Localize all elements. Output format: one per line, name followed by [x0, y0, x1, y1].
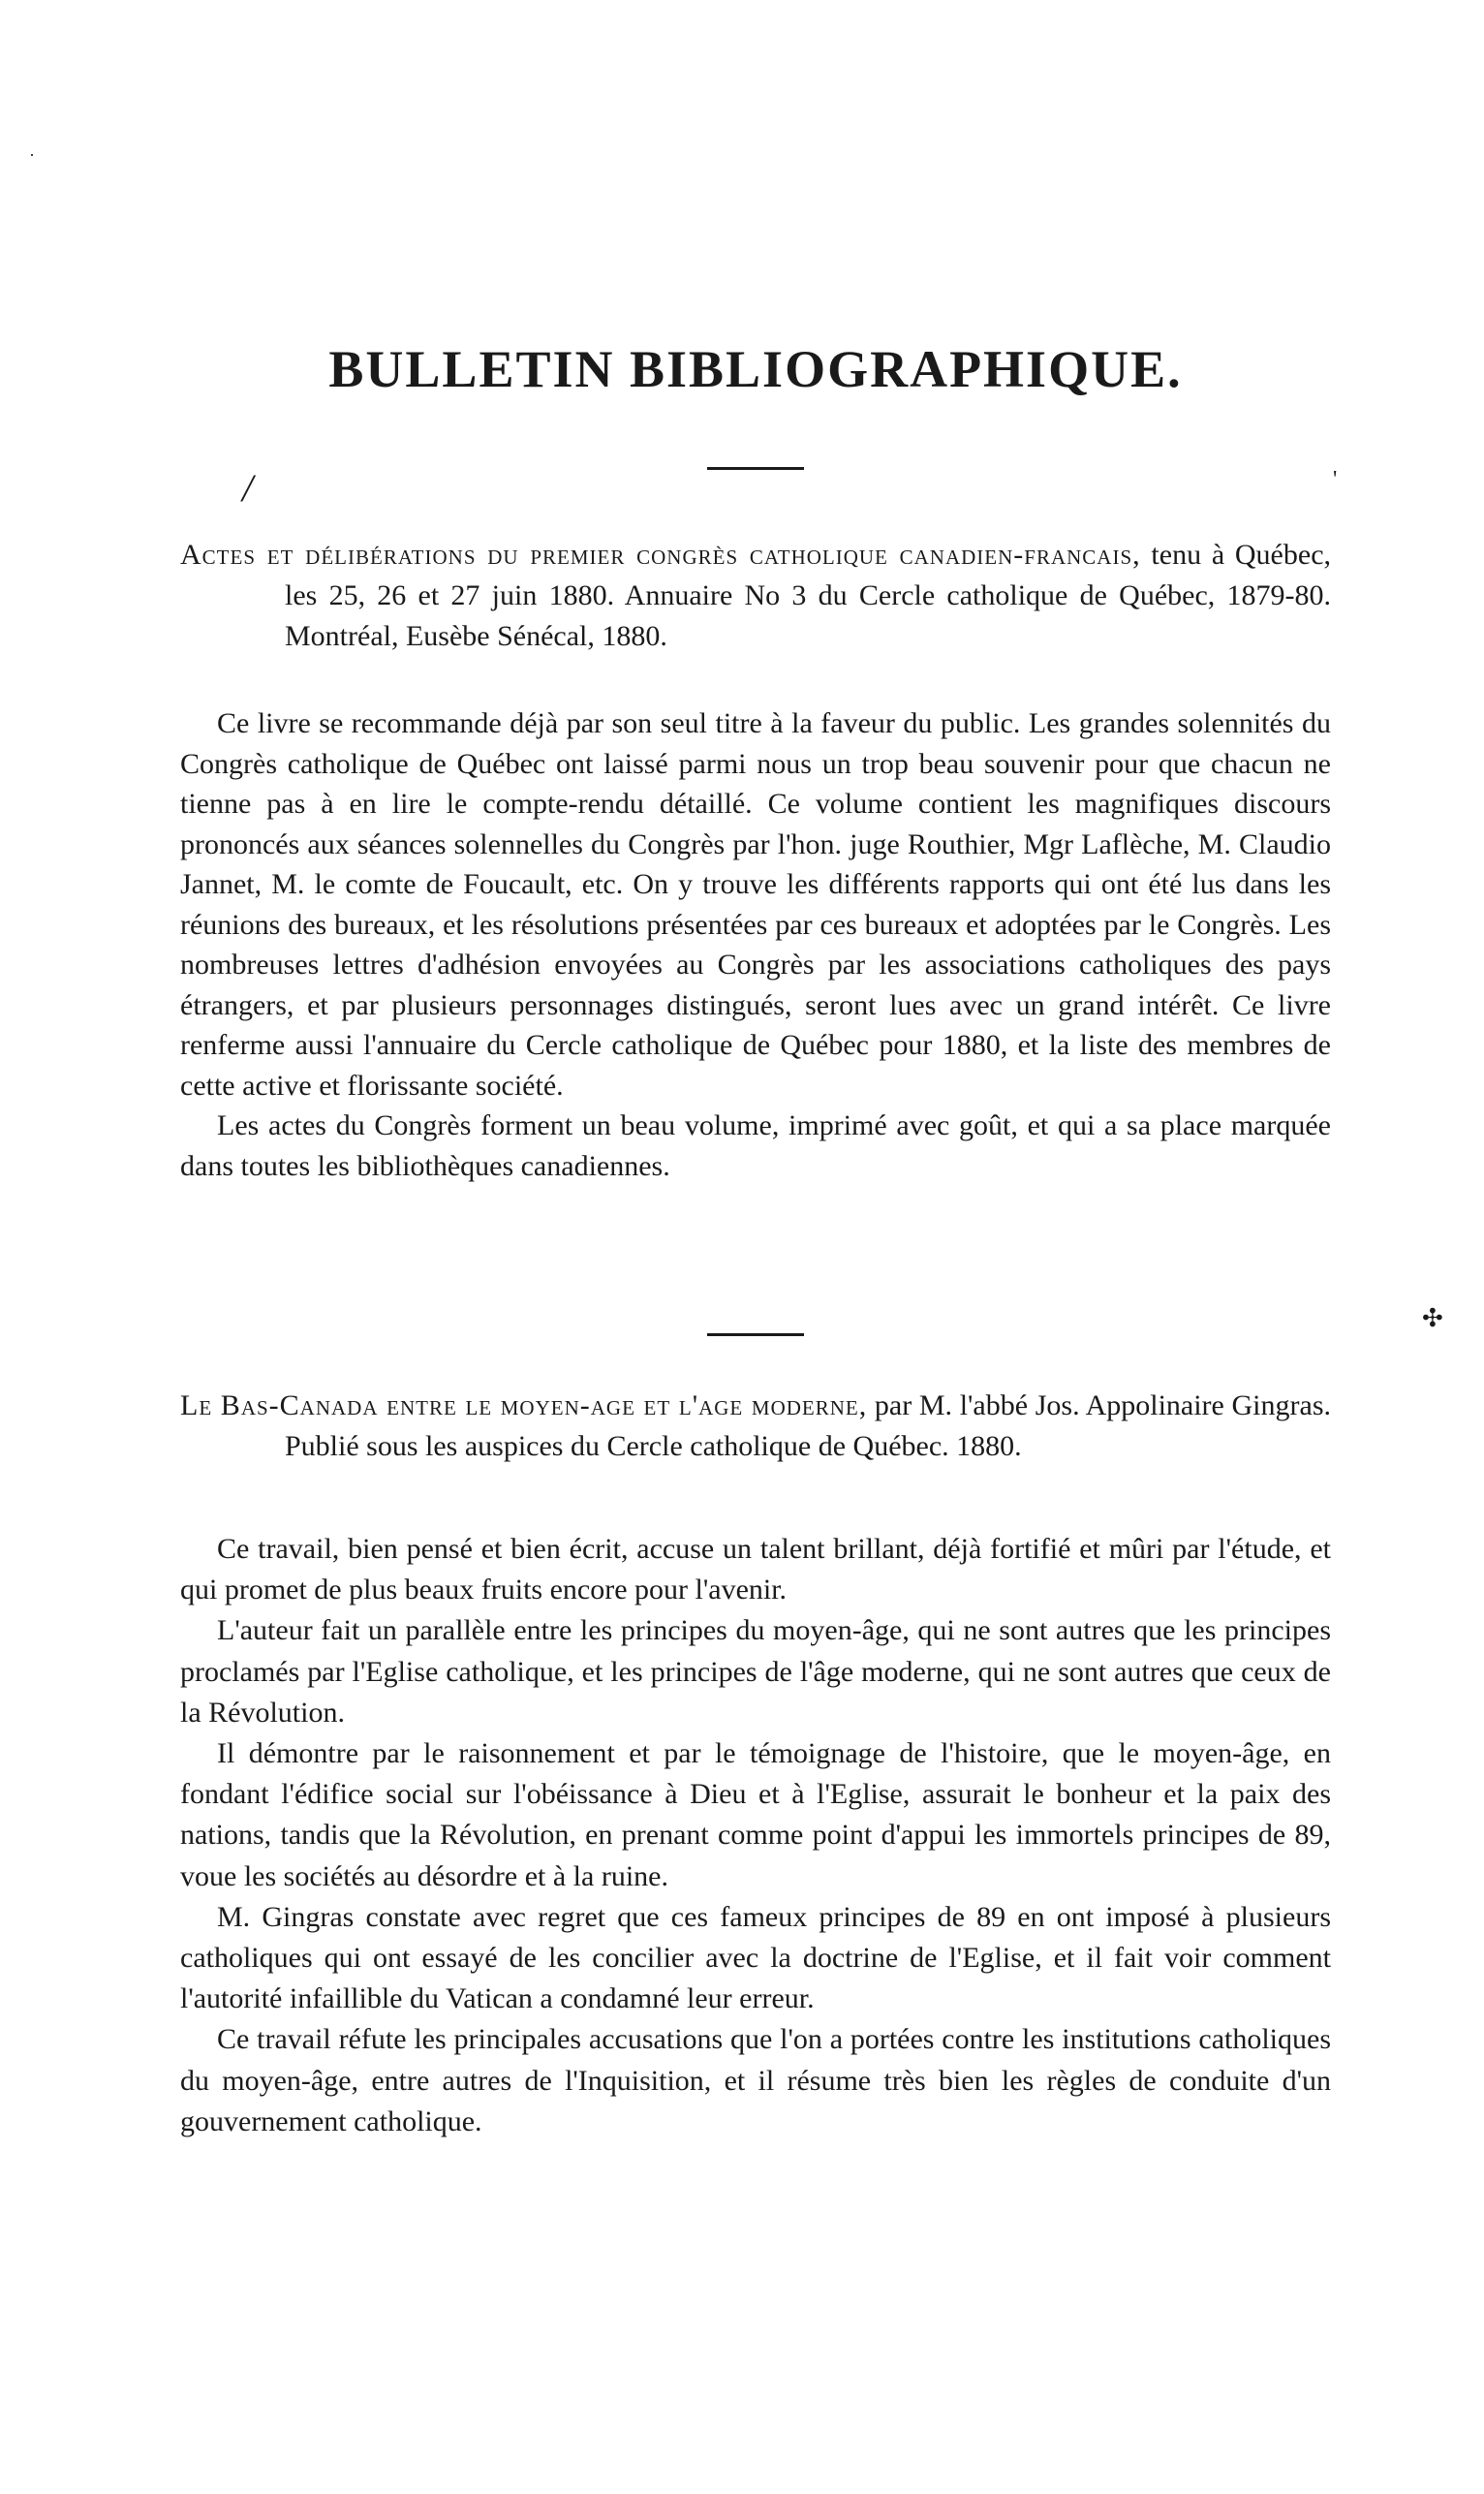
- entry-review: [180, 703, 1331, 1186]
- stray-mark: ·: [29, 145, 35, 165]
- entry-citation: [180, 535, 1331, 657]
- page-title: BULLETIN BIBLIOGRAPHIQUE.: [328, 340, 1183, 398]
- citation-details: par M. l'abbé Jos. Appolinaire Gingras. Publié sous les auspices du Cercle catholique de Québec. 1880.: [285, 1389, 1331, 1462]
- section-divider: [707, 1333, 804, 1336]
- citation-title: Le Bas-Canada entre le moyen-age et l'age moderne,: [180, 1389, 868, 1421]
- document-page: [180, 0, 1331, 2494]
- entry-citation: [180, 1386, 1331, 1467]
- citation-details: tenu à Québec, les 25, 26 et 27 juin 1880. Annuaire No 3 du Cercle catholique de Québec, 1879-80. Montréal, Eusèbe Sénécal, 1880.: [285, 539, 1332, 652]
- entry-review: [180, 1529, 1331, 2142]
- stray-mark: /: [242, 466, 254, 510]
- bibliography-entry: [180, 1386, 1331, 2142]
- review-paragraph: Ce travail, bien pensé et bien écrit, accuse un talent brillant, déjà fortifié et mûri par l'étude, et qui promet de plus beaux fruits encore pour l'avenir.: [180, 1533, 1331, 1606]
- review-paragraph: L'auteur fait un parallèle entre les principes du moyen-âge, qui ne sont autres que les principes proclamés par l'Eglise catholique, et les principes de l'âge moderne, qui ne sont autres que ceux de la Révolution.: [180, 1614, 1331, 1729]
- stray-mark: ': [1333, 467, 1338, 492]
- review-paragraph: Ce livre se recommande déjà par son seul titre à la faveur du public. Les grandes solennités du Congrès catholique de Québec ont laissé parmi nous un trop beau souvenir pour que chacun ne tienne pas à en lire le compte-rendu détaillé. Ce volume contient les magnifiques discours prononcés aux séances solennelles du Congrès par l'hon. juge Routhier, Mgr Laflèche, M. Claudio Jannet, M. le comte de Foucault, etc. On y trouve les différents rapports qui ont été lus dans les réunions des bureaux, et les résolutions présentées par ces bureaux et adoptées par le Congrès. Les nombreuses lettres d'adhésion envoyées au Congrès par les associations catholiques des pays étrangers, et par plusieurs personnages distingués, seront lues avec un grand intérêt. Ce livre renferme aussi l'annuaire du Cercle catholique de Québec pour 1880, et la liste des membres de cette active et florissante société.: [180, 707, 1331, 1102]
- review-paragraph: M. Gingras constate avec regret que ces fameux principes de 89 en ont imposé à plusieurs catholiques qui ont essayé de les concilier avec la doctrine de l'Eglise, et il fait voir comment l'autorité infaillible du Vatican a condamné leur erreur.: [180, 1900, 1331, 2015]
- review-paragraph: Les actes du Congrès forment un beau volume, imprimé avec goût, et qui a sa place marquée dans toutes les bibliothèques canadiennes.: [180, 1109, 1331, 1182]
- review-paragraph: Ce travail réfute les principales accusations que l'on a portées contre les institutions catholiques du moyen-âge, entre autres de l'Inquisition, et il résume très bien les règles de conduite d'un gouvernement catholique.: [180, 2023, 1331, 2137]
- citation-title: Actes et délibérations du premier congrès catholique canadien-francais,: [180, 539, 1141, 571]
- review-paragraph: Il démontre par le raisonnement et par le témoignage de l'histoire, que le moyen-âge, en fondant l'édifice social sur l'obéissance à Dieu et à l'Eglise, assurait le bonheur et la paix des nations, tandis que la Révolution, en prenant comme point d'appui les immortels principes de 89, voue les sociétés au désordre et à la ruine.: [180, 1737, 1331, 1892]
- stray-mark: ✣: [1422, 1304, 1443, 1332]
- bibliography-entry: [180, 535, 1331, 1186]
- section-divider: [707, 467, 804, 470]
